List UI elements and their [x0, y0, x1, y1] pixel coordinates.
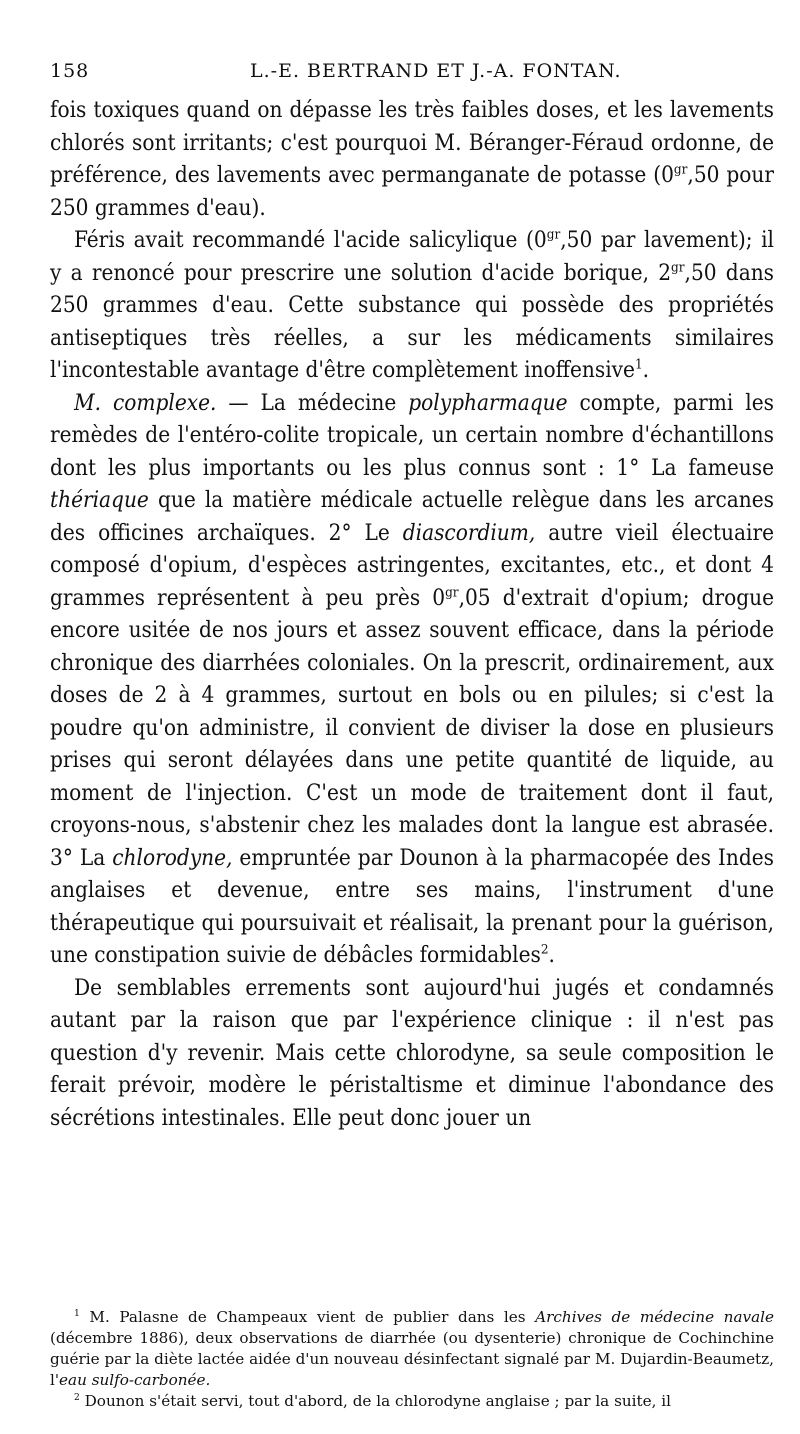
text-span: .	[548, 942, 555, 968]
unit-superscript: gr	[445, 585, 459, 601]
text-span: fois toxiques quand on dépasse les très faibles doses, et les lavements chlorés sont irritants; c'est pourquoi M. Béranger-Féraud ordonne, de préférence, des lavements avec permanganate de potasse (0	[50, 97, 774, 188]
text-span: .	[642, 357, 650, 383]
book-page	[50, 0, 774, 1434]
footnote-marker: 2	[74, 1392, 80, 1403]
italic-term: eau sulfo-carbonée.	[59, 1371, 211, 1389]
section-heading: M. complexe.	[74, 389, 217, 416]
italic-term: polypharmaque	[408, 389, 568, 416]
text-span: ,50 dans 250 grammes d'eau. Cette substance qui possède des propriétés antiseptiques très réelles, a sur les médicaments similaires l'incontestable avantage d'être complètement inoffensive	[50, 259, 775, 383]
text-span: compte, parmi les remèdes de l'entéro-colite tropicale, un certain nombre d'échantillons dont les plus importants ou les plus connus sont : 1° La fameuse	[50, 389, 774, 481]
unit-superscript: gr	[673, 162, 688, 178]
footnote-2	[50, 1391, 774, 1412]
footnote-ref: 1	[634, 357, 643, 373]
unit-superscript: gr	[546, 227, 561, 243]
italic-title: Archives de médecine navale	[535, 1308, 774, 1326]
text-span: — La médecine	[216, 389, 409, 416]
text-span: Dounon s'était servi, tout d'abord, de la chlorodyne anglaise ; par la suite, il	[79, 1392, 671, 1410]
italic-term: diascordium,	[402, 519, 536, 546]
unit-superscript: gr	[671, 260, 685, 276]
text-span: que la matière médicale actuelle relègue dans les arcanes des officines archaïques. 2° Le	[50, 487, 774, 546]
footnote-1	[50, 1307, 774, 1391]
text-span: ,50 pour 250 grammes d'eau).	[50, 162, 774, 221]
text-span: (décembre 1886), deux observations de diarrhée (ou dysenterie) chronique de Cochinchine guérie par la diète lactée aidée d'un nouveau désinfectant signalé par M. Dujardin-Beaumetz, l'	[50, 1329, 774, 1389]
footnotes	[50, 1307, 774, 1412]
italic-term: thériaque	[50, 487, 149, 513]
paragraph-3	[50, 387, 774, 972]
text-span: ,50 par lavement); il y a renoncé pour prescrire une solution d'acide borique, 2	[50, 227, 774, 286]
text-span: autre vieil électuaire composé d'opium, d'espèces astringentes, excitantes, etc., et dont 4 grammes représentent à peu près 0	[50, 519, 774, 611]
text-span: ,05 d'extrait d'opium; drogue encore usitée de nos jours et assez souvent efficace, dans la période chronique des diarrhées coloniales. On la prescrit, ordinairement, aux doses de 2 à 4 grammes, surtout en bols ou en pilules; si c'est la poudre qu'on administre, il convient de diviser la dose en plusieurs prises qui seront délayées dans une petite quantité de liquide, au moment de l'injection. C'est un mode de traitement dont il faut, croyons-nous, s'abstenir chez les malades dont la langue est abrasée. 3° La	[50, 584, 774, 871]
paragraph-2	[50, 224, 774, 387]
footnote-ref: 2	[540, 942, 549, 958]
footnote-marker: 1	[74, 1308, 80, 1319]
page-header	[50, 60, 774, 90]
running-title: L.-E. BERTRAND ET J.-A. FONTAN.	[250, 60, 622, 82]
page-number: 158	[50, 60, 90, 82]
paragraph-1	[50, 94, 774, 224]
paragraph-4	[50, 972, 774, 1135]
text-span: Féris avait recommandé l'acide salicylique (0	[74, 227, 547, 253]
text-span: empruntée par Dounon à la pharmacopée des Indes anglaises et devenue, entre ses mains, l'instrument d'une thérapeutique qui poursuivait et réalisait, la prenant pour la guérison, une constipation suivie de débâcles formidables	[50, 844, 774, 968]
text-span: De semblables errements sont aujourd'hui jugés et condamnés autant par la raison que par l'expérience clinique : il n'est pas question d'y revenir. Mais cette chlorodyne, sa seule composition le ferait prévoir, modère le péristaltisme et diminue l'abondance des sécrétions intestinales. Elle peut donc jouer un	[50, 974, 774, 1131]
main-text	[50, 94, 774, 1134]
text-span: M. Palasne de Champeaux vient de publier dans les	[79, 1308, 536, 1326]
italic-term: chlorodyne,	[112, 844, 233, 871]
